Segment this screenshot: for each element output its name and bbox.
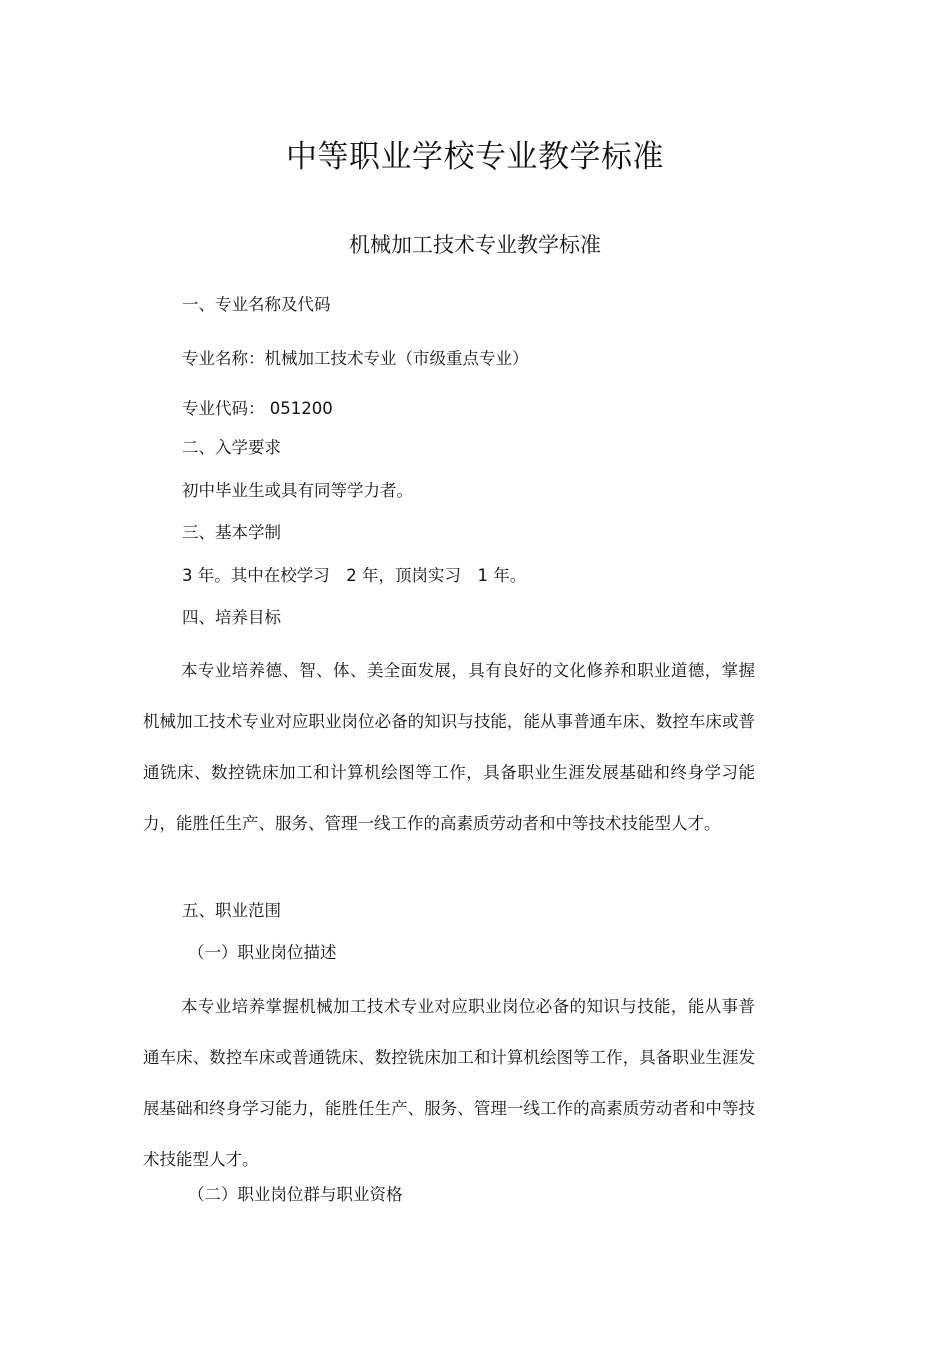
major-name: 专业名称：机械加工技术专业（市级重点专业） bbox=[182, 349, 529, 368]
section-heading-5: 五、职业范围 bbox=[182, 901, 281, 920]
section-heading-4: 四、培养目标 bbox=[182, 608, 281, 627]
duration: 3 年。其中在校学习 2 年，顶岗实习 1 年。 bbox=[182, 566, 527, 585]
section-heading-3: 三、基本学制 bbox=[182, 523, 281, 542]
document-subtitle: 机械加工技术专业教学标准 bbox=[349, 233, 601, 257]
section-heading-1: 一、专业名称及代码 bbox=[182, 295, 331, 314]
subsection-heading-1: （一）职业岗位描述 bbox=[188, 943, 337, 962]
entry-requirement: 初中毕业生或具有同等学力者。 bbox=[182, 481, 413, 500]
objective-paragraph: 本专业培养德、智、体、美全面发展，具有良好的文化修养和职业道德，掌握机械加工技术专业对应职业岗位必备的知识与技能，能从事普通车床、数控车床或普通铣床、数控铣床加工和计算机绘图等工作，具备职业生涯发展基础和终身学习能力，能胜任生产、服务、管理一线工作的高素质劳动者和中等技术技能型人才。 bbox=[143, 661, 755, 833]
subsection-heading-2: （二）职业岗位群与职业资格 bbox=[188, 1185, 403, 1204]
document-title: 中等职业学校专业教学标准 bbox=[286, 139, 664, 175]
section-heading-2: 二、入学要求 bbox=[182, 438, 281, 457]
job-description-paragraph: 本专业培养掌握机械加工技术专业对应职业岗位必备的知识与技能，能从事普通车床、数控车床或普通铣床、数控铣床加工和计算机绘图等工作，具备职业生涯发展基础和终身学习能力，能胜任生产、服务、管理一线工作的高素质劳动者和中等技术技能型人才。 bbox=[143, 997, 755, 1169]
major-code: 专业代码： 051200 bbox=[182, 399, 333, 418]
